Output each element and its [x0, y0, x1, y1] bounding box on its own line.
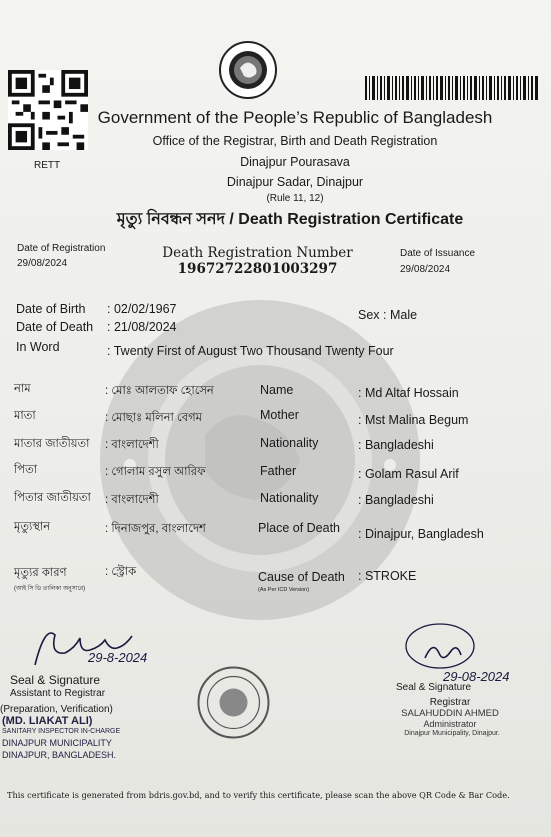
bn-mother-label: মাতা	[14, 410, 36, 422]
official-round-seal	[196, 665, 271, 740]
bn-father-nationality-label: পিতার জাতীয়তা	[14, 492, 91, 504]
registrar-role: Registrar	[429, 697, 471, 708]
mother-label: Mother	[260, 408, 299, 422]
name-label: Name	[260, 383, 294, 397]
father-value: : Golam Rasul Arif	[358, 467, 459, 481]
date-of-birth-label: Date of Birth	[16, 302, 86, 316]
footer-verification-note: This certificate is generated from bdris.gov.bd, and to verify this certificate, please scan the above QR Code & Bar Code.	[7, 790, 510, 800]
assistant-stamp-office: DINAJPUR MUNICIPALITY	[2, 738, 112, 748]
qr-caption: RETT	[34, 160, 61, 171]
registrar-stamp-title: Administrator	[423, 719, 477, 729]
bn-place-of-death-value: : দিনাজপুর, বাংলাদেশ	[105, 523, 206, 535]
bn-father-label: পিতা	[14, 464, 38, 476]
assistant-role-detail: (Preparation, Verification)	[0, 704, 113, 715]
pourasava: Dinajpur Pourasava	[240, 155, 350, 169]
rule-reference: (Rule 11, 12)	[266, 193, 324, 204]
bn-father-nationality-value: : বাংলাদেশী	[105, 494, 159, 506]
office-title: Office of the Registrar, Birth and Death Registration	[152, 134, 438, 148]
registration-number-value: 19672722801003297	[177, 261, 338, 277]
in-word-value: : Twenty First of August Two Thousand Twenty Four	[107, 344, 394, 358]
place-of-death-label: Place of Death	[258, 521, 340, 535]
bn-cause-of-death-label: মৃত্যুর কারণ	[14, 567, 67, 579]
date-of-birth-value: : 02/02/1967	[107, 302, 177, 316]
father-label: Father	[260, 464, 297, 478]
father-nationality-value: : Bangladeshi	[358, 493, 434, 507]
assistant-stamp-name: (MD. LIAKAT ALI)	[2, 715, 93, 727]
place-of-death-value: : Dinajpur, Bangladesh	[358, 527, 484, 541]
upazila: Dinajpur Sadar, Dinajpur	[226, 175, 364, 189]
registration-number-label: Death Registration Number	[162, 245, 353, 261]
barcode[interactable]	[365, 76, 539, 100]
cause-of-death-label: Cause of Death	[258, 570, 345, 584]
nationality-label: Nationality	[260, 436, 319, 450]
government-title: Government of the People’s Republic of Bangladesh	[97, 108, 493, 127]
assistant-stamp-title: SANITARY INSPECTOR IN-CHARGE	[2, 728, 121, 735]
certificate-title: মৃত্যু নিবন্ধন সনদ / Death Registration Certificate	[116, 211, 464, 228]
bn-nationality-label: মাতার জাতীয়তা	[14, 438, 90, 450]
registrar-stamp-office: Dinajpur Municipality, Dinajpur.	[404, 730, 500, 737]
assistant-seal-label: Seal & Signature	[10, 673, 101, 687]
cause-of-death-value: : STROKE	[358, 569, 417, 583]
bn-name-label: নাম	[14, 383, 31, 395]
bn-cause-of-death-value: : স্ট্রোক	[105, 566, 137, 578]
father-nationality-label: Nationality	[260, 491, 319, 505]
registrar-signature-date: 29-08-2024	[443, 669, 510, 684]
registrar-stamp-name: SALAHUDDIN AHMED	[401, 708, 499, 719]
in-word-label: In Word	[16, 340, 60, 354]
date-of-registration-label: Date of Registration	[17, 243, 106, 254]
government-emblem-seal	[218, 40, 278, 100]
qr-code[interactable]	[8, 69, 88, 151]
assistant-stamp-location: DINAJPUR, BANGLADESH.	[2, 750, 117, 760]
cause-of-death-note: (As Per ICD Version)	[258, 587, 310, 593]
date-of-registration-value: 29/08/2024	[17, 258, 68, 269]
bn-nationality-value: : বাংলাদেশী	[105, 439, 159, 451]
assistant-signature-date: 29-8-2024	[88, 650, 148, 665]
bn-name-value: : মোঃ আলতাফ হোসেন	[105, 385, 214, 397]
bn-place-of-death-label: মৃত্যুস্থান	[14, 521, 51, 533]
assistant-role: Assistant to Registrar	[10, 688, 106, 699]
certificate-title-english: Death Registration Certificate	[238, 211, 464, 228]
registrar-seal-label: Seal & Signature	[396, 682, 472, 693]
mother-value: : Mst Malina Begum	[358, 413, 469, 427]
date-of-issuance-label: Date of Issuance	[400, 248, 476, 259]
bn-father-value: : গোলাম রসুল আরিফ	[105, 466, 206, 478]
nationality-value: : Bangladeshi	[358, 438, 434, 452]
date-of-death-label: Date of Death	[16, 320, 94, 334]
sex-value: Sex : Male	[358, 308, 418, 322]
certificate-title-bangla: মৃত্যু নিবন্ধন সনদ	[116, 211, 225, 228]
date-of-death-value: : 21/08/2024	[107, 320, 177, 334]
date-of-issuance-value: 29/08/2024	[400, 264, 451, 275]
bn-mother-value: : মোছাঃ মলিনা বেগম	[105, 412, 203, 424]
bn-cause-note: (আই সি ডি তালিকা অনুসারে)	[14, 586, 86, 592]
name-value: : Md Altaf Hossain	[358, 386, 459, 400]
